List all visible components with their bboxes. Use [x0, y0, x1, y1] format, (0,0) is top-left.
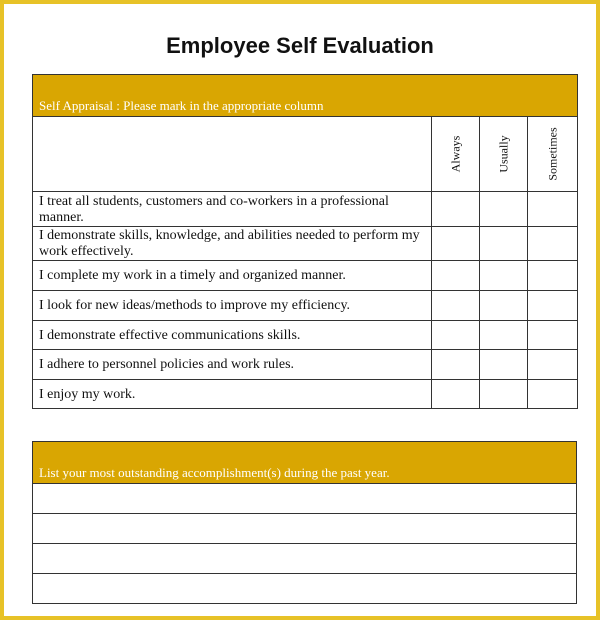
checkbox-usually[interactable]	[480, 227, 528, 261]
checkbox-usually[interactable]	[480, 192, 528, 227]
table-row	[33, 261, 578, 291]
column-header-always	[432, 117, 480, 192]
checkbox-always[interactable]	[432, 321, 480, 350]
column-label: Always	[448, 135, 462, 173]
checkbox-sometimes[interactable]	[528, 291, 578, 321]
checkbox-usually[interactable]	[480, 321, 528, 350]
table-row	[33, 350, 578, 380]
checkbox-sometimes[interactable]	[528, 321, 578, 350]
checkbox-usually[interactable]	[480, 261, 528, 291]
column-header-sometimes	[528, 117, 578, 192]
checkbox-sometimes[interactable]	[528, 227, 578, 261]
checkbox-usually[interactable]	[480, 380, 528, 409]
accomplishment-line[interactable]	[33, 574, 577, 604]
statement-text: I demonstrate skills, knowledge, and abilities needed to perform my work effectively.	[33, 227, 432, 261]
self-appraisal-header: Self Appraisal : Please mark in the appropriate column	[33, 75, 578, 117]
checkbox-usually[interactable]	[480, 350, 528, 380]
table-row	[33, 227, 578, 261]
column-label: Usually	[496, 135, 510, 173]
checkbox-usually[interactable]	[480, 291, 528, 321]
checkbox-always[interactable]	[432, 350, 480, 380]
column-label: Sometimes	[545, 127, 560, 181]
column-header-usually	[480, 117, 528, 192]
accomplishments-header: List your most outstanding accomplishment(s) during the past year.	[33, 442, 577, 484]
checkbox-always[interactable]	[432, 291, 480, 321]
table-row	[33, 380, 578, 409]
statement-text: I complete my work in a timely and organized manner.	[33, 261, 432, 291]
column-header-blank	[33, 117, 432, 192]
statement-text: I treat all students, customers and co-workers in a professional manner.	[33, 192, 432, 227]
table-row	[33, 321, 578, 350]
accomplishment-line[interactable]	[33, 484, 577, 514]
statement-text: I enjoy my work.	[33, 380, 432, 409]
statement-text: I adhere to personnel policies and work rules.	[33, 350, 432, 380]
table-row	[33, 484, 577, 514]
page-title: Employee Self Evaluation	[166, 33, 434, 58]
checkbox-sometimes[interactable]	[528, 380, 578, 409]
checkbox-always[interactable]	[432, 261, 480, 291]
checkbox-always[interactable]	[432, 192, 480, 227]
statement-text: I look for new ideas/methods to improve my efficiency.	[33, 291, 432, 321]
table-row	[33, 514, 577, 544]
accomplishment-line[interactable]	[33, 514, 577, 544]
table-row	[33, 192, 578, 227]
checkbox-sometimes[interactable]	[528, 350, 578, 380]
self-appraisal-table	[32, 74, 578, 409]
table-row	[33, 291, 578, 321]
checkbox-sometimes[interactable]	[528, 192, 578, 227]
checkbox-always[interactable]	[432, 227, 480, 261]
statement-text: I demonstrate effective communications skills.	[33, 321, 432, 350]
checkbox-sometimes[interactable]	[528, 261, 578, 291]
accomplishments-table	[32, 441, 577, 604]
table-row	[33, 544, 577, 574]
table-row	[33, 574, 577, 604]
accomplishment-line[interactable]	[33, 544, 577, 574]
checkbox-always[interactable]	[432, 380, 480, 409]
